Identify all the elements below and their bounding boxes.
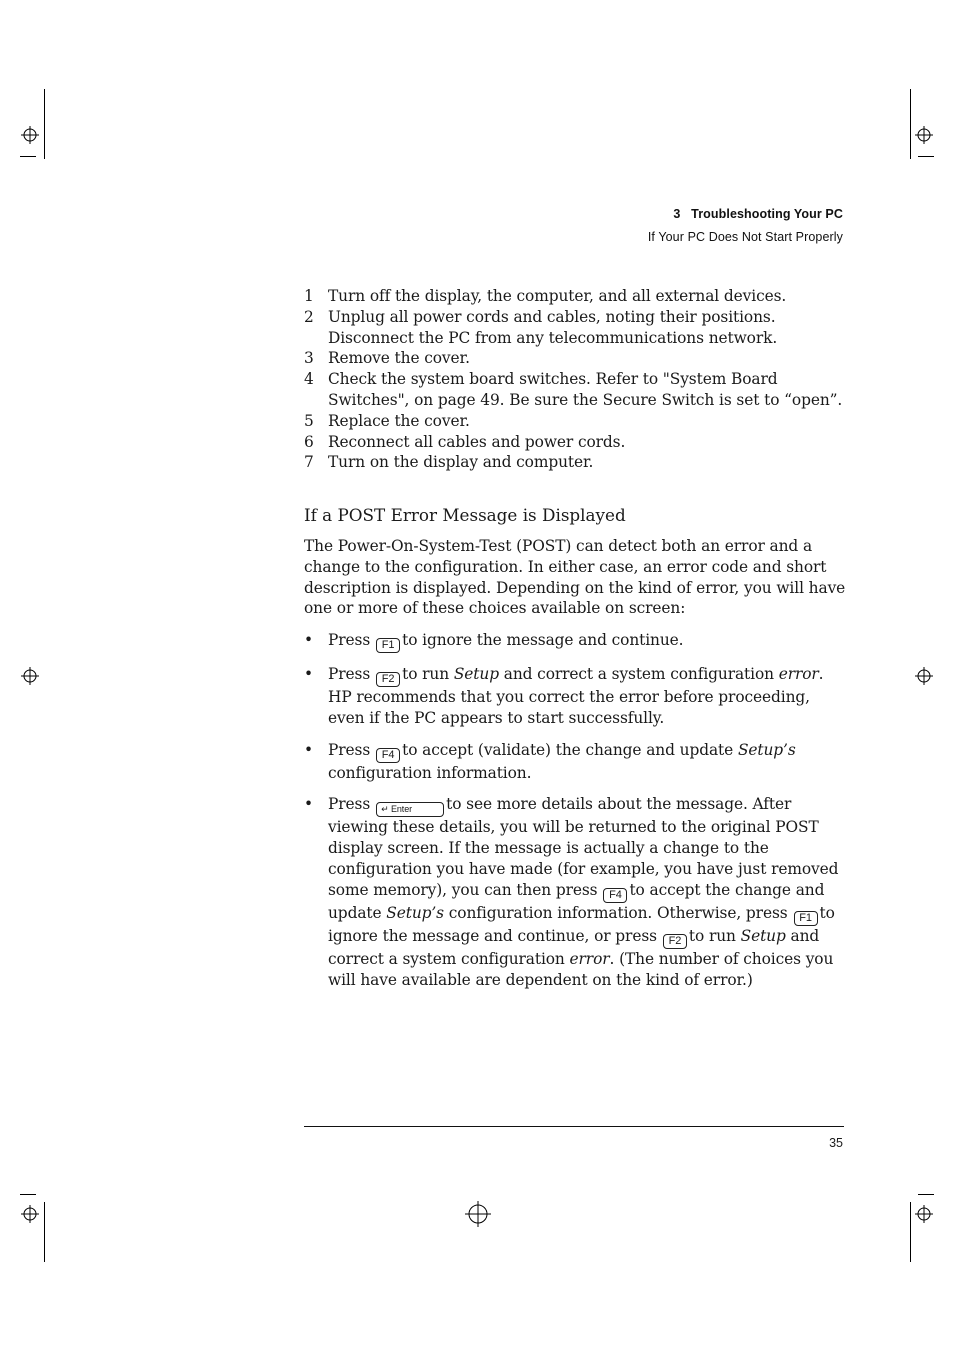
choices-list [304,630,849,1001]
press-word: Press [328,631,371,649]
item-text: to run [688,926,741,945]
press-word: Press [328,740,371,759]
item-text: to accept the change and update [328,880,825,922]
item-text: to accept (validate) the change and update [402,740,738,759]
item-text: and correct a system configuration [328,926,820,968]
step-text: Turn on the display and computer. [328,453,594,472]
press-word: Press [328,795,371,814]
item-text: . HP recommends that you correct the error before proceeding, even if the PC appears to start successfully. [328,665,824,727]
f4-key-icon: F4 [376,748,400,763]
registration-mark-icon [915,667,933,685]
footer-rule [304,1126,844,1127]
step-text: Unplug all power cords and cables, noting their positions. Disconnect the PC from any telecommunications network. [328,307,778,347]
step-text: Remove the cover. [328,349,470,368]
error-term: error [778,665,819,683]
enter-key-icon [376,802,444,817]
list-item-text [328,740,849,784]
item-text: configuration information. Otherwise, press [443,903,788,922]
step-number: 2 [304,307,314,326]
step-item [304,432,849,453]
registration-mark-icon [21,667,39,685]
item-text: to see more details about the message. After viewing these details, you will be returned to the original POST display screen. If the message is actually a change to the configuration you have made (for example, you have just removed some memory), you can then press [328,795,839,899]
f1-key-icon: F1 [376,638,400,653]
step-item [304,452,849,473]
enter-key-label: Enter [390,804,412,815]
setup-term: Setup’s [386,903,444,922]
list-item [304,630,849,653]
registration-mark-icon [465,1201,491,1227]
setup-term: Setup [453,665,499,683]
registration-mark-icon [915,126,933,144]
step-text: Turn off the display, the computer, and all external devices. [328,287,787,305]
step-number: 5 [304,411,314,430]
numbered-steps [304,286,849,473]
item-text: to run [402,665,454,683]
error-term: error [569,949,610,968]
registration-mark-icon [915,1205,933,1223]
section-heading: If a POST Error Message is Displayed [304,505,626,525]
step-text: Replace the cover. [328,411,470,430]
list-item [304,794,849,990]
crop-mark [918,156,934,157]
bullet-symbol: • [304,665,313,683]
step-text: Check the system board switches. Refer to "System Board Switches", on page 49. Be sure the Secure Switch is set to “open”. [328,370,843,409]
crop-mark [910,89,911,159]
page-number: 35 [829,1136,843,1150]
f2-key-icon: F2 [376,672,400,687]
item-text: to ignore the message and continue. [402,631,684,649]
list-item-text [328,664,849,729]
list-item [304,740,849,784]
f1-key-icon: F1 [794,911,818,926]
list-item-text [328,630,849,653]
f4-key-icon: F4 [603,888,627,903]
press-word: Press [328,665,371,683]
crop-mark [918,1194,934,1195]
crop-mark [44,89,45,159]
list-item-text [328,794,849,990]
step-number: 7 [304,453,314,472]
running-header-section: If Your PC Does Not Start Properly [647,230,843,244]
setup-term: Setup [740,926,786,945]
bullet-symbol: • [304,795,313,814]
crop-mark [20,1194,36,1195]
step-number: 3 [304,349,314,368]
crop-mark [20,156,36,157]
item-text: configuration information. [328,763,532,782]
step-item [304,411,849,432]
bullet-symbol: • [304,631,313,649]
intro-paragraph: The Power-On-System-Test (POST) can detect both an error and a change to the configuration. In either case, an error code and short description is displayed. Depending on the kind of error, you will have one or more of these choices available on screen: [304,537,846,618]
list-item [304,664,849,729]
registration-mark-icon [21,1205,39,1223]
running-header-chapter: 3 Troubleshooting Your PC [673,207,843,221]
step-item [304,286,849,307]
registration-mark-icon [21,126,39,144]
step-item [304,307,849,349]
setup-term: Setup’s [737,740,796,759]
step-number: 4 [304,370,314,389]
step-item [304,348,849,369]
enter-arrow-icon: ↵ [381,804,389,815]
item-text: and correct a system configuration [498,665,779,683]
step-number: 6 [304,432,314,451]
bullet-symbol: • [304,740,313,759]
step-item [304,369,849,411]
f2-key-icon: F2 [663,934,687,949]
item-text: to ignore the message and continue, or press [328,903,835,945]
crop-mark [44,1202,45,1262]
crop-mark [910,1202,911,1262]
step-number: 1 [304,287,314,305]
step-text: Reconnect all cables and power cords. [328,432,626,451]
item-text: . (The number of choices you will have available are dependent on the kind of error.) [328,949,834,989]
